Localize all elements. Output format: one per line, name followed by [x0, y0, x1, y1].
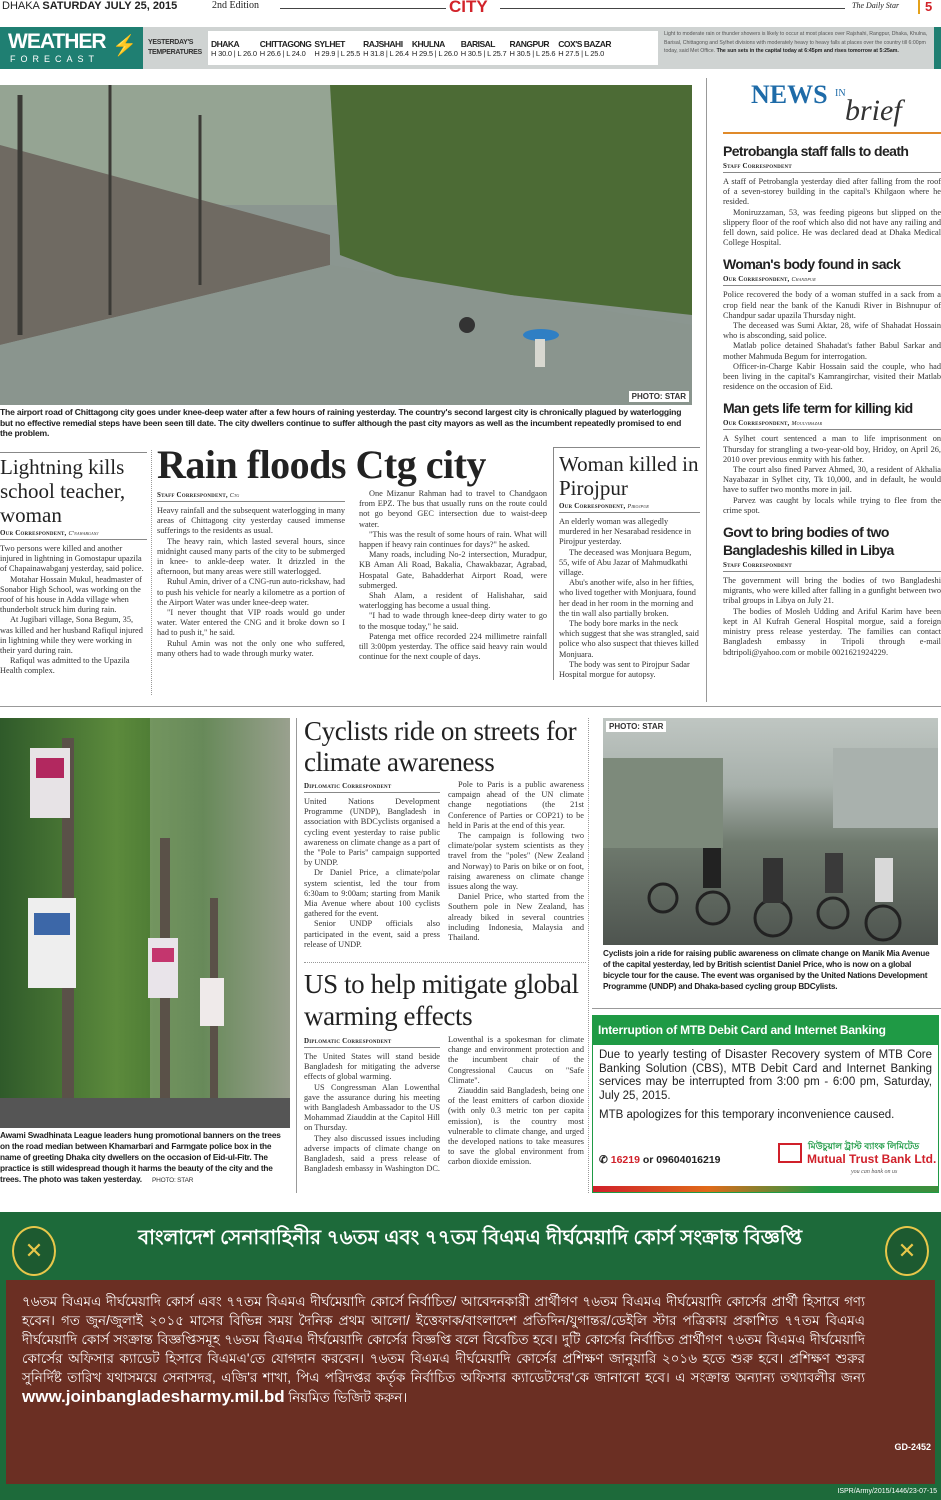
army-ad-title: বাংলাদেশ সেনাবাহিনীর ৭৬তম এবং ৭৭তম বিএমএ দীর্ঘমেয়াদি কোর্স সংক্রান্ত বিজ্ঞপ্তি [137, 1227, 803, 1249]
photo-illustration [0, 85, 692, 405]
paragraph: A staff of Petrobangla yesterday died after falling from the roof of a seven-storey building in the capital's Khilgaon where he resided. [723, 177, 941, 207]
city-temp: H 30.5 | L 25.6 [509, 49, 556, 58]
paragraph: "This was the result of some hours of rain. What will happen if heavy rain continues for days?" he asked. [359, 529, 547, 550]
paragraph: The court also fined Parvez Ahmed, 30, a resident of Akhalia Nayabazar in Sylhet city, Tk 10,000, and in default, he would have to suffer two months more in jail. [723, 465, 941, 495]
main-photo-flooded-road [0, 85, 692, 405]
article-lightning [0, 452, 147, 677]
caption-text: Awami Swadhinata League leaders hung promotional banners on the trees on the road median between Khamarbari and Farmgate police box in the name of greeting Dhaka city dwellers on the occasion of Eid-ul-Fitr. The practice is still widespread though it harms the beauty of the city and the trees. The photo was taken yesterday. [0, 1130, 281, 1184]
sun-times: The sun sets in the capital today at 6:45pm and rises tomorrow at 5:25am. [716, 48, 899, 54]
photo-illustration [603, 718, 938, 945]
paragraph: "I had to wade through knee-deep dirty water to go to the mosque today," he said. [359, 611, 547, 631]
city-temperature [363, 39, 409, 59]
article-body [559, 517, 700, 680]
paragraph: The deceased was Sumi Aktar, 28, wife of Shahadat Hossain who is absconding, said police. [723, 321, 941, 341]
section-title: CITY [449, 0, 488, 16]
city-temp: H 29.9 | L 25.5 [314, 49, 361, 58]
army-ad-closing: নিয়মিত ভিজিট করুন। [288, 1390, 408, 1405]
byline [157, 491, 345, 502]
paragraph: The heavy rain, which lasted several hours, since midnight caused many parts of the city to be submerged in knee- to ankle-deep water. It drizzled in the afternoon, but many areas were still waterlogged. [157, 536, 345, 577]
byline-text: Staff Correspondent, [157, 491, 228, 499]
ad-apology: MTB apologizes for this temporary inconvenience caused. [599, 1109, 895, 1121]
masthead [0, 0, 941, 16]
weather-label-1: YESTERDAY'S [148, 39, 194, 46]
ad-title: Interruption of MTB Debit Card and Internet Banking [593, 1016, 938, 1045]
rule [592, 1008, 941, 1009]
paragraph: United Nations Development Programme (UNDP), Bangladesh in association with BDCyclists organised a cycling event yesterday to raise public awareness on climate change as a part of the "Pole to Paris" campaign supported by UNDP. [304, 797, 440, 868]
byline [0, 529, 147, 540]
phone-or: or [642, 1154, 654, 1166]
city-temperature [412, 39, 458, 59]
weather-label-2: TEMPERATURES [148, 49, 202, 56]
date: SATURDAY JULY 25, 2015 [42, 0, 178, 12]
paragraph: Two persons were killed and another injured in lightning in Gomostapur upazila of Chapainawabganj yesterday, said police. [0, 544, 144, 574]
paragraph: Many roads, including No-2 intersection, Muradpur, KB Aman Ali Road, Bakalia, Chawakbazar, Agrabad, Hospatal Gate, Bahadderhat Airport Road, were submerged. [359, 550, 547, 590]
byline-place: Moulvibazar [791, 421, 823, 428]
paragraph: An elderly woman was allegedly murdered in her Nesarabad residence in Pirojpur yesterday. [559, 517, 691, 547]
army-emblem-right: ✕ [885, 1226, 929, 1276]
article-body [723, 177, 941, 248]
paragraph: A Sylhet court sentenced a man to life imprisonment on Thursday for strangling a two-year-old boy, Hridoy, on April 26, 2010 over previous enmity with his father. [723, 434, 941, 464]
byline-text: Staff Correspondent [723, 561, 792, 570]
byline-text: Our Correspondent, [723, 275, 790, 284]
article-columns [157, 489, 547, 662]
byline: Diplomatic Correspondent [304, 782, 440, 793]
paragraph: US Congressman Alan Lowenthal gave the assurance during his meeting with Bangladesh Ambassador to the US Mohammad Ziauddin at the Capitol Hill on Thursday. [304, 1082, 440, 1133]
city-temp: H 26.6 | L 24.0 [259, 49, 306, 58]
paragraph: Abu's another wife, also in her fifties, who lived together with Monjuara, found her dead in her room in the morning and the tin wall also partially broken. [559, 578, 696, 618]
rule [280, 8, 446, 9]
city-name: BARISAL [460, 39, 495, 49]
article-body [304, 780, 584, 950]
city-temperature [314, 39, 360, 59]
dateline-city: DHAKA [2, 0, 40, 12]
ad-ref: ISPR/Army/2015/1446/23-07-15 [837, 1488, 937, 1495]
headline: Cyclists ride on streets for climate awareness [304, 716, 577, 777]
paragraph: Shah Alam, a resident of Halishahar, said waterlogging has become a usual thing. [359, 591, 547, 611]
mtb-ad [592, 1015, 939, 1193]
ad-color-strip [593, 1186, 938, 1192]
photo-credit: PHOTO: STAR [629, 391, 689, 402]
page-number: 5 [918, 0, 932, 14]
byline-place: C'nawabganj [68, 531, 99, 537]
brief-title-in: IN [835, 88, 846, 99]
paragraph: Dr Daniel Price, a climate/polar system scientist, led the tour from 6:30am to 9:00am; starting from Manik Mia Avenue where about 100 cyclists gathered for the event. [304, 868, 440, 919]
article-body [723, 290, 941, 392]
phone-2[interactable]: 09604016219 [656, 1154, 721, 1166]
paragraph: "I never thought that VIP roads would go under water. Water entered the CNG and it broke down so I had to push it," he said. [157, 608, 345, 638]
brief-headline: Man gets life term for killing kid [723, 400, 913, 417]
bank-name: Mutual Trust Bank Ltd. [807, 1152, 937, 1166]
byline [723, 162, 941, 173]
paragraph: Motahar Hossain Mukul, headmaster of Sonabor High School, was working on the roof of his house in Adda village when thunderbolt struck him during rain. [0, 574, 143, 615]
headline: US to help mitigate global warming effects [304, 969, 579, 1031]
weather-subtitle: FORECAST [10, 54, 100, 64]
headline: Rain floods Ctg city [157, 442, 486, 487]
article-us-climate [304, 968, 584, 1174]
brief-items [723, 142, 941, 658]
main-photo-caption: The airport road of Chittagong city goes under knee-deep water after a few hours of raining yesterday. The country's second largest city is chronically plagued by waterlogging but no effective remedial steps have been seen till date. The city dwellers continue to suffer although the past city mayors as well as the incumbent repeatedly promised to end the problem. [0, 407, 682, 438]
article-body [157, 489, 547, 662]
city-temperature [558, 39, 611, 59]
article-columns [304, 780, 584, 950]
byline [559, 502, 700, 513]
paragraph: Officer-in-Charge Kabir Hossain said the couple, who had been living in the capital's Kamrangirchar, visited their Matlab residence on the occasion of Eid. [723, 361, 941, 392]
phone-icon: ✆ [599, 1154, 608, 1166]
army-ad-body [6, 1280, 935, 1484]
byline [723, 561, 941, 572]
paragraph: The body was sent to Pirojpur Sadar Hospital morgue for autopsy. [559, 659, 690, 680]
byline-place: Pirojpur [627, 504, 649, 510]
byline [723, 419, 941, 430]
banner-trees-photo [0, 718, 290, 1128]
city-name: CHITTAGONG [259, 39, 312, 49]
city-name: RANGPUR [509, 39, 549, 49]
paragraph: Senior UNDP officials also participated in the event, said a press release of UNDP. [304, 919, 440, 949]
paragraph: Matlab police detained Shahadat's father Babul Sarkar and mother Mahmuda Begum for interrogation. [723, 341, 941, 361]
byline-text: Our Correspondent, [723, 419, 790, 428]
weather-accent [934, 27, 941, 69]
brief-headline: Woman's body found in sack [723, 256, 901, 273]
paragraph: Heavy rainfall and the subsequent waterlogging in many areas of Chittagong city yesterday caused immense sufferings to the residents as usual. [157, 506, 345, 536]
column-divider [588, 718, 589, 1193]
brief-headline: Govt to bring bodies of two Bangladeshis killed in Libya [723, 524, 894, 559]
ad-code: GD-2452 [894, 1442, 931, 1452]
dateline [2, 0, 177, 12]
cyclists-photo-caption: Cyclists join a ride for raising public awareness on climate change on Manik Mia Avenue of the capital yesterday, led by British scientist Daniel Price, who is now on a global bicycle tour for the cause. The event was organised by the United Nations Development Programme (UNDP) and Dhaka-based cycling group BDCylists. [603, 949, 930, 991]
paragraph: The United States will stand beside Bangladesh for mitigating the adverse effects of global warming. [304, 1052, 440, 1082]
rule [304, 962, 586, 963]
brief-item [723, 399, 941, 516]
city-temperature [461, 39, 507, 59]
article-rain-floods [157, 444, 547, 662]
paragraph: Police recovered the body of a woman stuffed in a sack from a crop field near the bank of the Kanudi River in Bishnupur of Chandpur sadar upazila Thursday night. [723, 290, 941, 320]
city-temperature [260, 39, 312, 59]
byline-text: Staff Correspondent [723, 162, 792, 170]
city-temp: H 27.5 | L 25.0 [558, 49, 605, 58]
paragraph: Patenga met office recorded 224 millimetre rainfall till 3:00pm yesterday. The office said heavy rain would continue for the next couple of days. [359, 631, 547, 662]
city-name: RAJSHAHI [363, 39, 403, 49]
photo-credit: PHOTO: STAR [606, 721, 666, 732]
city-temperature [510, 39, 556, 59]
article-body [723, 434, 941, 516]
paragraph: Ruhul Amin was not the only one who suffered, many others had to wade through murky water. [157, 638, 345, 658]
byline-text: Our Correspondent, [559, 502, 626, 510]
paragraph: The deceased was Monjuara Begum, 55, wife of Abu Jazar of Mahmudkathi village. [559, 547, 692, 578]
byline: Diplomatic Correspondent [304, 1037, 440, 1048]
weather-logo [0, 27, 143, 69]
bank-name-bn: মিউচুয়াল ট্রাস্ট ব্যাংক লিমিটেড [808, 1141, 920, 1151]
byline-place: Chandpur [791, 277, 816, 284]
article-body [304, 1035, 584, 1174]
temperatures [208, 31, 658, 65]
brief-headline: Petrobangla staff falls to death [723, 143, 909, 159]
army-ad [0, 1212, 941, 1500]
byline-place: Ctg [229, 493, 240, 499]
photo-illustration [0, 718, 290, 1128]
paragraph: They also discussed issues including adverse impacts of climate change on Bangladesh, said a press release of Bangladesh embassy in Washington DC. Lowenthal is a spokesman for climate change and environment protection and the incumbent chair of the Congressional Caucus on "Safe Climate". [304, 1035, 584, 1174]
city-name: COX'S BAZAR [558, 39, 612, 49]
weather-bar [0, 27, 941, 69]
section-divider [0, 706, 941, 707]
brief-item [723, 255, 941, 392]
edition: 2nd Edition [212, 0, 259, 11]
paragraph: Ziauddin said Bangladesh, being one of the least emitters of carbon dioxide (with only 0.3 metric ton per capita emission), is the country most vulnerable to climate change, and urged the developed nations to take measures to save the global environment from carbon dioxide emission. [448, 1086, 584, 1167]
banner-photo-caption [0, 1130, 290, 1186]
weather-title: WEATHER [8, 30, 106, 53]
city-temperature [211, 39, 257, 59]
ad-phones [599, 1154, 721, 1166]
paragraph: At Jugibari village, Sona Begum, 35, was killed and her husband Rafiqul injured in lightning while they were working in their yard during rain. [0, 615, 143, 656]
city-temp: H 29.5 | L 26.0 [411, 49, 458, 58]
army-ad-text: ৭৬তম বিএমএ দীর্ঘমেয়াদি কোর্স এবং ৭৭তম বিএমএ দীর্ঘমেয়াদি কোর্সে নির্বাচিত/ আবেদনকারী প্রার্থীগণ ৭৬তম বিএমএ দীর্ঘমেয়াদি কোর্সের প্রার্থী হিসাবে গণ্য হবেন। গত জুন/জুলাই ২০১৫ মাসের বিভিন্ন সময় দৈনিক প্রথম আলো/ ইত্তেফাক/বাংলাদেশ প্রতিদিন/যুগান্তর/ডেইলি স্টার পত্রিকায় প্রকাশিত ৭৭তম বিএমএ দীর্ঘমেয়াদি কোর্স সংক্রান্ত বিজ্ঞপ্তিসমূহ ৭৬তম বিএমএ দীর্ঘমেয়াদি কোর্সের বিজ্ঞপ্তি বলে বিবেচিত হবে। দুটি কোর্সের নির্বাচিত প্রার্থীগণ ৭৬তম বিএমএ দীর্ঘমেয়াদি কোর্সের অফিসার ক্যাডেট হিসাবে বিএমএ'তে যোগদান করবেন। ৭৬তম বিএমএ দীর্ঘমেয়াদি কোর্সের প্রশিক্ষণ জানুয়ারি ২০১৬ হতে শুরু হবে। প্রশিক্ষণ শুরুর সুনির্দিষ্ট তারিখ যথাসময়ে সেনাসদর, এজি'র শাখা, পিএ পরিদপ্তর কর্তৃক নির্বাচিত অফিসার ক্যাডেটদের'কে জানানো হবে। এ সংক্রান্ত অন্যান্য তথ্যাবলীর জন্য [22, 1294, 865, 1385]
army-ad-url[interactable]: www.joinbangladesharmy.mil.bd [22, 1387, 285, 1406]
city-temp: H 31.8 | L 26.4 [363, 49, 409, 58]
weather-label [148, 38, 202, 58]
paragraph: Ruhul Amin, driver of a CNG-run auto-rickshaw, had to push his vehicle for nearly a kilometre as a portion of the Airport Water was under knee-deep water. [157, 577, 345, 607]
paragraph: The government will bring the bodies of two Bangladeshi migrants, who were killed after falling in a gunfight between two tribal groups in Libya on July 21. [723, 576, 941, 606]
brief-title [723, 78, 941, 134]
byline [723, 275, 941, 286]
army-emblem-left: ✕ [12, 1226, 56, 1276]
paragraph: The body bore marks in the neck which suggest that she was strangled, said police who also suspect that thieves killed Monjuara. [559, 619, 699, 659]
article-columns [304, 1035, 584, 1174]
mtb-logo-icon [778, 1143, 802, 1163]
brief-item [723, 523, 941, 658]
paragraph: The campaign is following two climate/polar system scientists as they travel from the "poles" (New Zealand and Norway) to Paris on bike or on foot, raising awareness on climate change issues along the way. [448, 831, 584, 892]
paper-name: The Daily Star [852, 1, 900, 10]
forecast: Light to moderate rain or thunder showers is likely to occur at most places over Rajshahi, Rangpur, Dhaka, Khulna, Barisal, Chittagong and Sylhet divisions with moderately heavy to heavy falls at places over the country till 6:00pm today, said Met Office. [664, 31, 928, 54]
headline: Woman killed in Pirojpur [559, 452, 699, 500]
article-body [723, 576, 941, 658]
paragraph: One Mizanur Rahman had to travel to Chandgaon from EPZ. The bus that usually runs on the route could not go beyond GEC intersection due to waist-deep water. [359, 489, 547, 529]
city-name: KHULNA [411, 39, 445, 49]
column-divider [151, 450, 152, 695]
paragraph: Moniruzzaman, 53, was feeding pigeons but slipped on the slippery floor of the roof which also did not have any railing and fell down, said police. He was declared dead at Dhaka Medical College Hospital. [723, 207, 941, 248]
bank-tagline: you can bank on us [851, 1169, 898, 1175]
headline: Lightning kills school teacher, woman [0, 452, 147, 527]
article-pirojpur [553, 447, 700, 680]
paragraph: The bodies of Mosleh Udding and Ariful Karim have been kept in Al Kufrah General Hospital morgue, said a foreign ministry press release yesterday. The families can contact Bangladesh embassy in Tripoli through e-mail bdtripoli@yahoo.com or mobile 0021621924229. [723, 606, 941, 657]
paragraph: Daniel Price, who started from the Southern pole in New Zealand, has already biked in several countries including Indonesia, Malaysia and Thailand. [448, 892, 584, 943]
column-divider [296, 718, 297, 1193]
thunderstorm-icon: ⚡ [112, 35, 137, 57]
rule [500, 8, 845, 9]
ad-body: Due to yearly testing of Disaster Recovery system of MTB Core Banking Solution (CBS), MTB Debit Card and Internet Banking services may be interrupted from 3:00 pm - 6:00 pm, Saturday, July 25, 2015. [599, 1049, 932, 1102]
news-in-brief [706, 78, 941, 702]
cyclists-photo [603, 718, 938, 945]
brief-item [723, 142, 941, 248]
byline-text: Our Correspondent, [0, 529, 67, 537]
article-cyclists [304, 716, 584, 950]
brief-title-news: NEWS [751, 80, 828, 109]
paragraph: Pole to Paris is a public awareness campaign ahead of the UN climate change negotiations (the 21st Conference of Parties or COP21) to be held in Paris at the end of this year. [448, 780, 584, 830]
city-temp: H 30.5 | L 25.7 [460, 49, 507, 58]
brief-title-brief: brief [845, 94, 902, 127]
city-name: DHAKA [211, 39, 240, 49]
paragraph: Parvez was caught by locals while trying to flee from the crime spot. [723, 495, 941, 515]
city-name: SYLHET [314, 39, 345, 49]
article-body [0, 544, 147, 677]
paragraph: Rafiqul was admitted to the Upazila Health complex. [0, 656, 130, 676]
phone-1[interactable]: 16219 [610, 1154, 640, 1166]
city-temp: H 30.0 | L 26.0 [211, 49, 257, 58]
forecast-text [664, 30, 932, 56]
photo-credit: PHOTO: STAR [151, 1177, 194, 1184]
